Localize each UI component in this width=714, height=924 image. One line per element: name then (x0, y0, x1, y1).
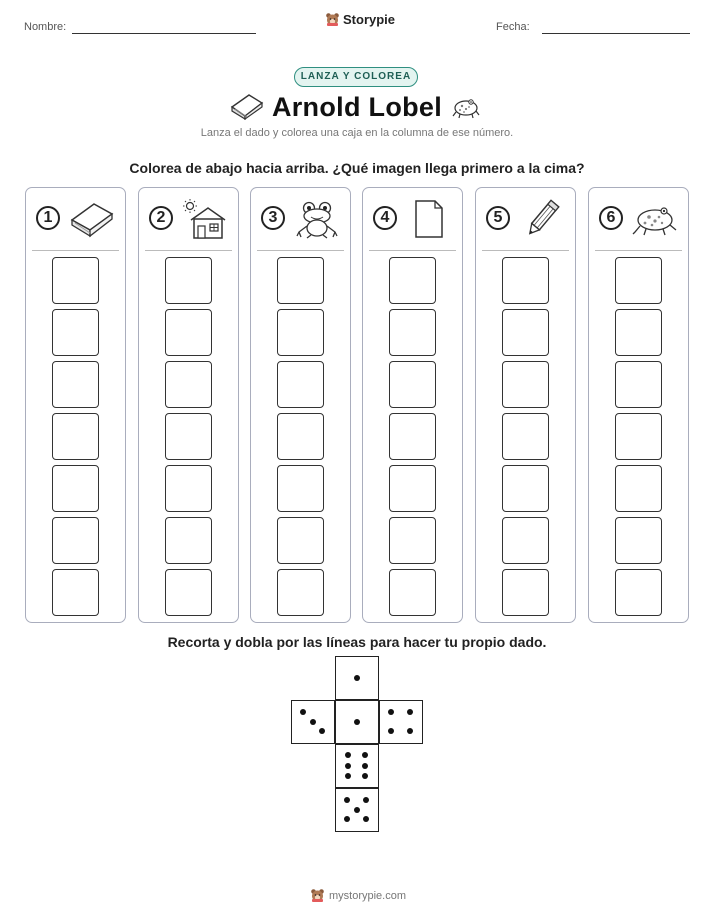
footer-url[interactable]: mystorypie.com (329, 889, 407, 902)
die-pip (319, 728, 325, 734)
color-box[interactable] (615, 309, 662, 356)
page-title: Arnold Lobel (271, 92, 443, 122)
color-box[interactable] (52, 361, 99, 408)
column-divider (595, 250, 682, 251)
die-pip (363, 816, 369, 822)
footer (310, 888, 406, 903)
column-divider (257, 250, 344, 251)
name-label: Nombre: (24, 21, 67, 33)
color-box[interactable] (615, 257, 662, 304)
die-pip (345, 752, 351, 758)
color-box[interactable] (389, 517, 436, 564)
color-box[interactable] (165, 361, 212, 408)
color-box[interactable] (52, 465, 99, 512)
die-pip (354, 719, 360, 725)
column-number: 5 (486, 206, 510, 230)
die-pip (345, 773, 351, 779)
color-box[interactable] (502, 257, 549, 304)
color-box[interactable] (389, 465, 436, 512)
color-box[interactable] (52, 517, 99, 564)
color-box[interactable] (52, 257, 99, 304)
brand-logo (325, 12, 395, 27)
die-face-1 (335, 700, 379, 744)
name-line[interactable] (72, 33, 256, 34)
bear-mascot-icon (325, 12, 340, 27)
column-6 (588, 187, 689, 623)
column-1 (25, 187, 126, 623)
toad-icon (631, 198, 679, 240)
die-pip (362, 763, 368, 769)
color-box[interactable] (502, 309, 549, 356)
color-box[interactable] (389, 413, 436, 460)
pencil-icon (518, 198, 566, 240)
color-box[interactable] (615, 361, 662, 408)
die-pip (310, 719, 316, 725)
frog-icon (293, 198, 341, 240)
color-box[interactable] (502, 569, 549, 616)
color-box[interactable] (615, 569, 662, 616)
color-box[interactable] (277, 257, 324, 304)
column-number: 3 (261, 206, 285, 230)
column-number: 1 (36, 206, 60, 230)
column-5 (475, 187, 576, 623)
house-icon (181, 198, 229, 240)
color-box[interactable] (165, 465, 212, 512)
toad-icon (450, 94, 482, 120)
color-box[interactable] (389, 569, 436, 616)
color-box[interactable] (615, 517, 662, 564)
column-divider (369, 250, 456, 251)
column-number: 2 (149, 206, 173, 230)
color-box[interactable] (389, 257, 436, 304)
date-label: Fecha: (496, 21, 530, 33)
die-face-3 (291, 700, 335, 744)
color-box[interactable] (502, 517, 549, 564)
die-pip (344, 816, 350, 822)
die-pip (344, 797, 350, 803)
die-pip (354, 675, 360, 681)
color-box[interactable] (389, 361, 436, 408)
column-divider (482, 250, 569, 251)
book-icon (68, 198, 116, 240)
color-box[interactable] (502, 361, 549, 408)
color-box[interactable] (502, 413, 549, 460)
column-3 (250, 187, 351, 623)
color-box[interactable] (277, 413, 324, 460)
color-box[interactable] (52, 309, 99, 356)
die-pip (345, 763, 351, 769)
die-pip (407, 709, 413, 715)
color-box[interactable] (52, 413, 99, 460)
race-instruction: Colorea de abajo hacia arriba. ¿Qué imagen llega primero a la cima? (129, 160, 585, 176)
die-pip (362, 773, 368, 779)
color-box[interactable] (277, 465, 324, 512)
die-face-6 (335, 744, 379, 788)
color-box[interactable] (165, 413, 212, 460)
dice-instruction: Recorta y dobla por las líneas para hacer tu propio dado. (167, 634, 547, 650)
bear-mascot-icon (310, 888, 325, 903)
color-box[interactable] (615, 465, 662, 512)
die-pip (407, 728, 413, 734)
die-face-5 (335, 788, 379, 832)
color-box[interactable] (165, 257, 212, 304)
column-divider (32, 250, 119, 251)
die-pip (388, 709, 394, 715)
color-box[interactable] (277, 569, 324, 616)
die-pip (362, 752, 368, 758)
color-box[interactable] (277, 361, 324, 408)
column-divider (145, 250, 232, 251)
column-4 (362, 187, 463, 623)
date-line[interactable] (542, 33, 690, 34)
die-pip (363, 797, 369, 803)
activity-badge: LANZA Y COLOREA (294, 67, 418, 87)
column-number: 6 (599, 206, 623, 230)
color-box[interactable] (277, 309, 324, 356)
paper-icon (405, 198, 453, 240)
color-box[interactable] (165, 569, 212, 616)
column-number: 4 (373, 206, 397, 230)
color-box[interactable] (165, 517, 212, 564)
color-box[interactable] (502, 465, 549, 512)
die-pip (300, 709, 306, 715)
column-2 (138, 187, 239, 623)
die-face-4 (379, 700, 423, 744)
die-face-1 (335, 656, 379, 700)
color-box[interactable] (615, 413, 662, 460)
color-box[interactable] (52, 569, 99, 616)
color-box[interactable] (277, 517, 324, 564)
page-subtitle: Lanza el dado y colorea una caja en la columna de ese número. (200, 127, 514, 139)
color-box[interactable] (389, 309, 436, 356)
die-pip (388, 728, 394, 734)
color-box[interactable] (165, 309, 212, 356)
brand-name: Storypie (343, 12, 396, 27)
die-pip (354, 807, 360, 813)
